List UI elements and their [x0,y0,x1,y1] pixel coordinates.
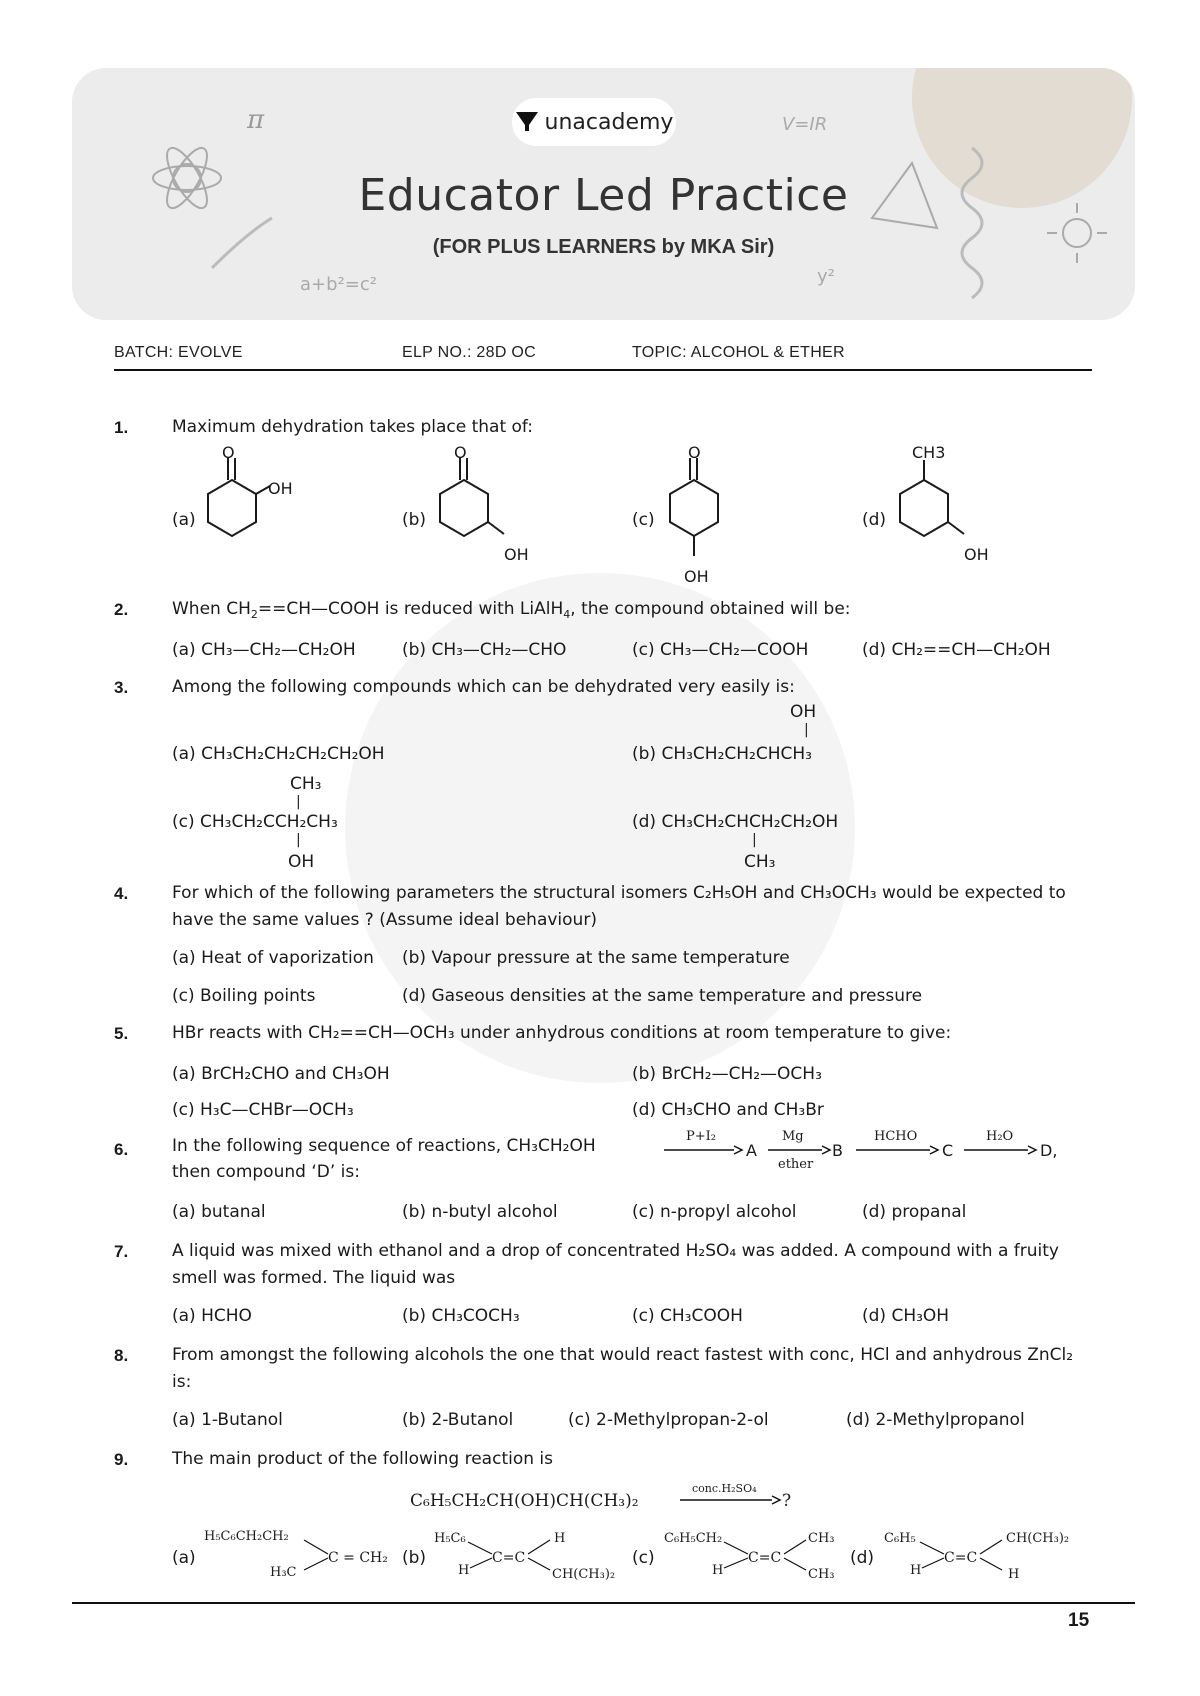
deco-pythagoras: a+b²=c² [300,274,377,295]
q9-option-b-label: (b) [402,1548,427,1568]
batch-label: BATCH: EVOLVE [114,344,243,361]
svg-text:OH: OH [964,545,989,564]
q1-structure-a [200,443,320,570]
question-9-text: The main product of the following reaction is [172,1449,553,1469]
question-number-7: 7. [114,1242,129,1261]
question-number-2: 2. [114,600,129,619]
question-number-1: 1. [114,418,129,437]
svg-text:H₅C₆CH₂CH₂: H₅C₆CH₂CH₂ [204,1529,289,1544]
svg-text:B: B [832,1141,843,1160]
svg-text:OH: OH [684,567,709,586]
svg-text:H: H [554,1531,566,1546]
q3-option-c-ch3: CH₃ [290,774,322,794]
q9-option-c-label: (c) [632,1548,655,1568]
q3-option-c-bond-top: | [296,794,301,810]
question-2-text: When $CH_2==CH—COOH$ is reduced with LiAlH$_4$, the compound obtained will be: [172,599,851,621]
q9-option-c-structure [662,1526,862,1586]
q9-option-b-structure [432,1526,632,1586]
footer-divider [72,1602,1135,1604]
question-number-4: 4. [114,884,129,903]
question-3-text: Among the following compounds which can be dehydrated very easily is: [172,677,795,697]
q8-option-a: (a) 1-Butanol [172,1410,283,1430]
q5-option-b: (b) BrCH₂—CH₂—OCH₃ [632,1064,822,1084]
svg-text:H: H [712,1563,724,1578]
brand-icon [515,111,539,133]
question-number-5: 5. [114,1024,129,1043]
svg-text:CH3: CH3 [912,443,946,462]
q2-option-b: (b) CH₃—CH₂—CHO [402,640,567,660]
question-number-3: 3. [114,678,129,697]
q5-option-c: (c) H₃C—CHBr—OCH₃ [172,1100,354,1120]
q1-option-d-label: (d) [862,510,887,530]
q7-option-a: (a) HCHO [172,1306,252,1326]
q9-option-a-structure [200,1526,400,1586]
svg-text:C = CH₂: C = CH₂ [328,1550,388,1566]
svg-text:Mg: Mg [782,1129,804,1144]
svg-text:O: O [688,443,701,462]
q4-option-a: (a) Heat of vaporization [172,948,374,968]
svg-text:HCHO: HCHO [874,1129,918,1144]
q3-option-b-bond: | [804,722,809,738]
svg-text:D,: D, [1040,1141,1058,1160]
header-divider [114,369,1092,371]
q6-option-a: (a) butanal [172,1202,266,1222]
q3-option-b: (b) CH₃CH₂CH₂CHCH₃ [632,744,812,764]
q3-option-c-bond-bottom: | [296,832,301,848]
q4-option-b: (b) Vapour pressure at the same temperature [402,948,790,968]
brand-logo [512,98,676,146]
q9-option-a-label: (a) [172,1548,196,1568]
q2-option-a: (a) CH₃—CH₂—CH₂OH [172,640,356,660]
q1-option-a-label: (a) [172,510,196,530]
q8-option-c: (c) 2-Methylpropan-2-ol [568,1410,769,1430]
svg-text:C₆H₅CH₂CH(OH)CH(CH₃)₂: C₆H₅CH₂CH(OH)CH(CH₃)₂ [410,1491,639,1511]
page-title: Educator Led Practice [358,170,849,221]
svg-text:conc.H₂SO₄: conc.H₂SO₄ [692,1482,757,1495]
q5-option-a: (a) BrCH₂CHO and CH₃OH [172,1064,390,1084]
svg-text:C₆H₅: C₆H₅ [884,1531,916,1546]
svg-text:ether: ether [778,1157,814,1172]
brand-name: unacademy [544,109,674,135]
svg-text:C=C: C=C [492,1550,526,1566]
q1-option-b-label: (b) [402,510,427,530]
q6-option-c: (c) n-propyl alcohol [632,1202,797,1222]
q4-option-c: (c) Boiling points [172,986,316,1006]
q1-option-c-label: (c) [632,510,655,530]
svg-text:C: C [942,1141,954,1160]
q1-structure-c [662,443,782,590]
svg-text:H: H [458,1563,470,1578]
svg-text:CH₃: CH₃ [808,1567,835,1582]
page-subtitle: (FOR PLUS LEARNERS by MKA Sir) [432,236,775,258]
q6-option-d: (d) propanal [862,1202,967,1222]
q3-option-c-oh: OH [288,852,315,872]
q8-option-b: (b) 2-Butanol [402,1410,514,1430]
svg-text:H: H [910,1563,922,1578]
svg-text:CH(CH₃)₂: CH(CH₃)₂ [552,1567,616,1582]
header-banner [72,68,1135,320]
q7-option-d: (d) CH₃OH [862,1306,950,1326]
q3-option-c: (c) CH₃CH₂CCH₂CH₃ [172,812,338,832]
q1-structure-d [892,443,1012,580]
svg-text:H₂O: H₂O [986,1129,1014,1144]
deco-ohms: V=IR [782,114,828,135]
q8-option-d: (d) 2-Methylpropanol [846,1410,1025,1430]
q6-text-start: In the following sequence of reactions, CH₃CH₂OH [172,1136,596,1156]
q9-option-d-label: (d) [850,1548,875,1568]
q9-reaction [410,1480,810,1520]
svg-text:OH: OH [268,479,293,498]
question-number-9: 9. [114,1450,129,1469]
q9-option-d-structure [882,1526,1102,1586]
deco-pi: π [247,105,265,135]
svg-text:H₅C₆: H₅C₆ [434,1531,466,1546]
question-7-text: A liquid was mixed with ethanol and a drop of concentrated H₂SO₄ was added. A compound with a fruity smell was formed. The liquid was [172,1241,1059,1288]
question-number-8: 8. [114,1346,129,1365]
svg-text:O: O [222,443,235,462]
q1-structure-b [432,443,552,580]
q2-option-c: (c) CH₃—CH₂—COOH [632,640,809,660]
q3-option-b-oh: OH [790,702,817,722]
page-number: 15 [1068,1610,1090,1631]
svg-text:C=C: C=C [748,1550,782,1566]
svg-text:H: H [1008,1567,1020,1582]
svg-text:OH: OH [504,545,529,564]
q3-option-d-ch3: CH₃ [744,852,776,872]
svg-text:H₃C: H₃C [270,1565,297,1580]
question-5-text: HBr reacts with CH₂==CH—OCH₃ under anhydrous conditions at room temperature to give: [172,1023,952,1043]
question-number-6: 6. [114,1140,129,1159]
deco-y2: y² [817,266,835,287]
q4-option-d: (d) Gaseous densities at the same temperature and pressure [402,986,923,1006]
svg-text:CH₃: CH₃ [808,1531,835,1546]
question-8-text: From amongst the following alcohols the one that would react fastest with conc, HCl and anhydrous ZnCl₂ is: [172,1345,1074,1392]
q6-text-end: then compound ‘D’ is: [172,1162,360,1182]
q6-option-b: (b) n-butyl alcohol [402,1202,558,1222]
svg-text:?: ? [782,1491,792,1511]
q3-option-d-bond: | [752,832,757,848]
q3-option-d: (d) CH₃CH₂CHCH₂CH₂OH [632,812,839,832]
svg-text:CH(CH₃)₂: CH(CH₃)₂ [1006,1531,1070,1546]
q5-option-d: (d) CH₃CHO and CH₃Br [632,1100,824,1120]
svg-text:O: O [454,443,467,462]
svg-text:C=C: C=C [944,1550,978,1566]
topic-label: TOPIC: ALCOHOL & ETHER [632,344,845,361]
svg-text:C₆H₅CH₂: C₆H₅CH₂ [664,1531,723,1546]
svg-text:A: A [746,1141,757,1160]
q7-option-b: (b) CH₃COCH₃ [402,1306,520,1326]
elp-number: ELP NO.: 28D OC [402,344,537,361]
q7-option-c: (c) CH₃COOH [632,1306,743,1326]
question-4-text: For which of the following parameters the structural isomers C₂H₅OH and CH₃OCH₃ would be expected to have the same values ? (Assume ideal behaviour) [172,883,1066,930]
svg-text:P+I₂: P+I₂ [686,1129,716,1144]
q6-reaction-sequence [664,1128,1064,1170]
q3-option-a: (a) CH₃CH₂CH₂CH₂CH₂OH [172,744,385,764]
q2-option-d: (d) CH₂==CH—CH₂OH [862,640,1051,660]
question-1-text: Maximum dehydration takes place that of: [172,417,534,437]
